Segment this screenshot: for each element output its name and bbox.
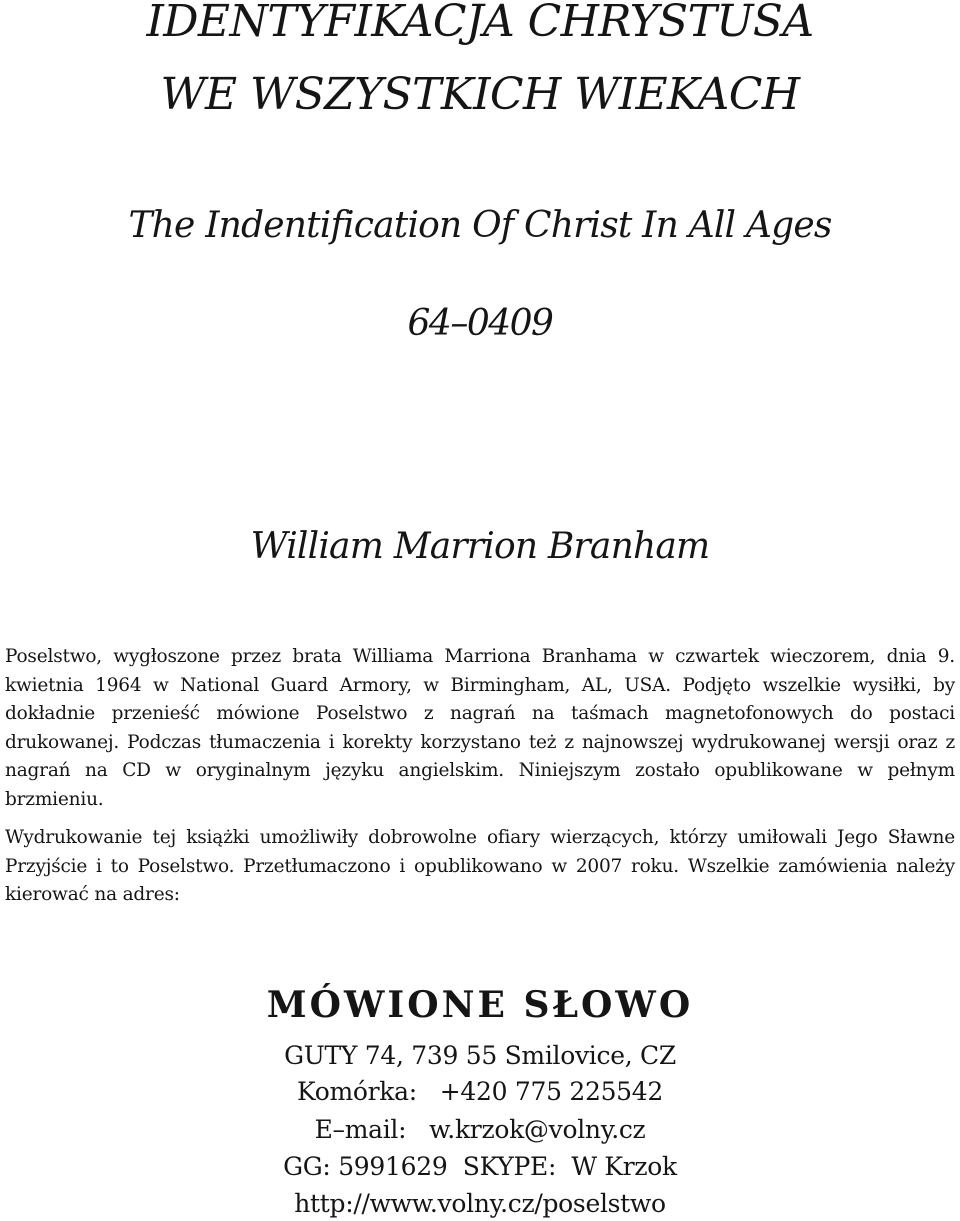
donation-note-paragraph: Wydrukowanie tej książki umożliwiły dobrowolne ofiary wierzących, którzy umiłowali Jego Sławne Przyjście i to Poselstwo. Przetłumaczono i opublikowano w 2007 roku. Wszelkie zamówienia należy kierować na adres: — [5, 827, 955, 905]
publisher-gg-skype: GG: 5991629 SKYPE: W Krzok — [283, 1152, 677, 1181]
publisher-name: MÓWIONE SŁOWO — [266, 984, 694, 1026]
author-name: William Marrion Branham — [250, 526, 710, 567]
publisher-email: E–mail: w.krzok@volny.cz — [314, 1115, 646, 1144]
english-subtitle: The Indentification Of Christ In All Ages — [128, 205, 832, 246]
title-line-1: IDENTYFIKACJA CHRYSTUSA — [146, 0, 814, 47]
publisher-phone: Komórka: +420 775 225542 — [297, 1077, 663, 1106]
title-line-2: WE WSZYSTKICH WIEKACH — [160, 69, 800, 120]
publisher-website: http://www.volny.cz/poselstwo — [294, 1189, 666, 1218]
publication-note-paragraph: Poselstwo, wygłoszone przez brata Williama Marriona Branhama w czwartek wieczorem, dnia 9. kwietnia 1964 w National Guard Armory, w Birmingham, AL, USA. Podjęto wszelkie wysiłki, by dokładnie przenieść mówione Poselstwo z nagrań na taśmach magnetofonowych do postaci drukowanej. Podczas tłumaczenia i korekty korzystano też z najnowszej wydrukowanej wersji oraz z nagrań na CD w oryginalnym języku angielskim. Niniejszym zostało opublikowane w pełnym brzmieniu. — [5, 646, 955, 810]
publisher-address: GUTY 74, 739 55 Smilovice, CZ — [284, 1041, 676, 1070]
sermon-number: 64–0409 — [407, 303, 553, 344]
